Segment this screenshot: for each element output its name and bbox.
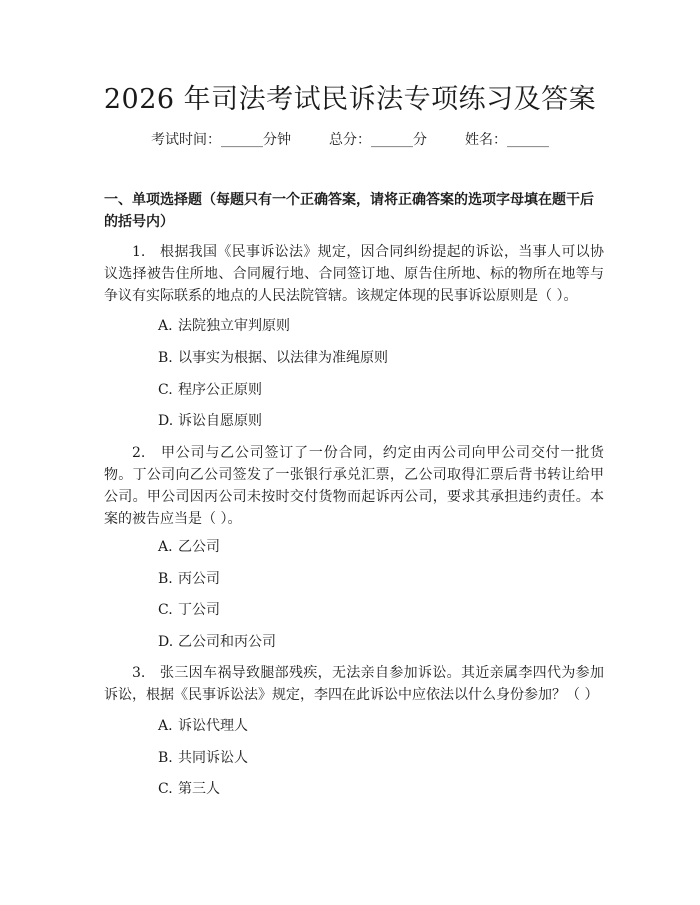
question-2-stem: 2. 甲公司与乙公司签订了一份合同，约定由丙公司向甲公司交付一批货物。丁公司向乙公司签发了一张银行承兑汇票，乙公司取得汇票后背书转让给甲公司。甲公司因丙公司未按时交付货物而起诉丙公司，要求其承担违约责任。本案的被告应当是（ ）。	[104, 445, 604, 527]
option-text: 乙公司	[178, 539, 220, 555]
question-3-option-a	[158, 716, 598, 736]
option-letter: B.	[158, 750, 173, 766]
option-letter: D.	[158, 634, 174, 650]
option-text: 诉讼自愿原则	[178, 413, 262, 429]
question-2-option-b	[158, 569, 598, 589]
question-2-option-a	[158, 537, 598, 557]
option-text: 以事实为根据、以法律为准绳原则	[178, 350, 388, 366]
option-letter: D.	[158, 413, 174, 429]
name-field: 姓名：______	[465, 132, 549, 148]
option-letter: C.	[158, 382, 173, 398]
option-text: 共同诉讼人	[178, 750, 248, 766]
option-letter: C.	[158, 781, 173, 797]
option-letter: B.	[158, 571, 173, 587]
question-1-option-a	[158, 316, 598, 336]
option-text: 第三人	[178, 781, 220, 797]
document-title: 2026 年司法考试民诉法专项练习及答案	[103, 84, 597, 115]
question-3-option-b	[158, 748, 598, 768]
option-letter: A.	[158, 318, 173, 334]
exam-meta-line	[0, 130, 700, 150]
question-3-option-c	[158, 779, 598, 799]
option-letter: A.	[158, 718, 173, 734]
option-text: 乙公司和丙公司	[178, 634, 276, 650]
option-letter: A.	[158, 539, 173, 555]
question-1-stem: 1. 根据我国《民事诉讼法》规定，因合同纠纷提起的诉讼，当事人可以协议选择被告住所地、合同履行地、合同签订地、原告住所地、标的物所在地等与争议有实际联系的地点的人民法院管辖。该规定体现的民事诉讼原则是（ ）。	[104, 244, 604, 304]
option-text: 法院独立审判原则	[178, 318, 290, 334]
question-1-option-b	[158, 348, 598, 368]
question-2-option-c	[158, 600, 598, 620]
section-heading: 一、单项选择题（每题只有一个正确答案，请将正确答案的选项字母填在题干后的括号内）	[104, 192, 594, 230]
question-2-option-d	[158, 632, 598, 652]
option-text: 诉讼代理人	[178, 718, 248, 734]
option-letter: B.	[158, 350, 173, 366]
question-1-option-d	[158, 411, 598, 431]
option-text: 丁公司	[178, 602, 220, 618]
total-score-field: 总分：______分	[329, 132, 427, 148]
question-1-option-c	[158, 380, 598, 400]
option-text: 程序公正原则	[178, 382, 262, 398]
option-letter: C.	[158, 602, 173, 618]
exam-time-field: 考试时间：______分钟	[151, 132, 291, 148]
question-3-stem: 3. 张三因车祸导致腿部残疾，无法亲自参加诉讼。其近亲属李四代为参加诉讼，根据《民事诉讼法》规定，李四在此诉讼中应依法以什么身份参加？（ ）	[104, 665, 604, 703]
option-text: 丙公司	[178, 571, 220, 587]
